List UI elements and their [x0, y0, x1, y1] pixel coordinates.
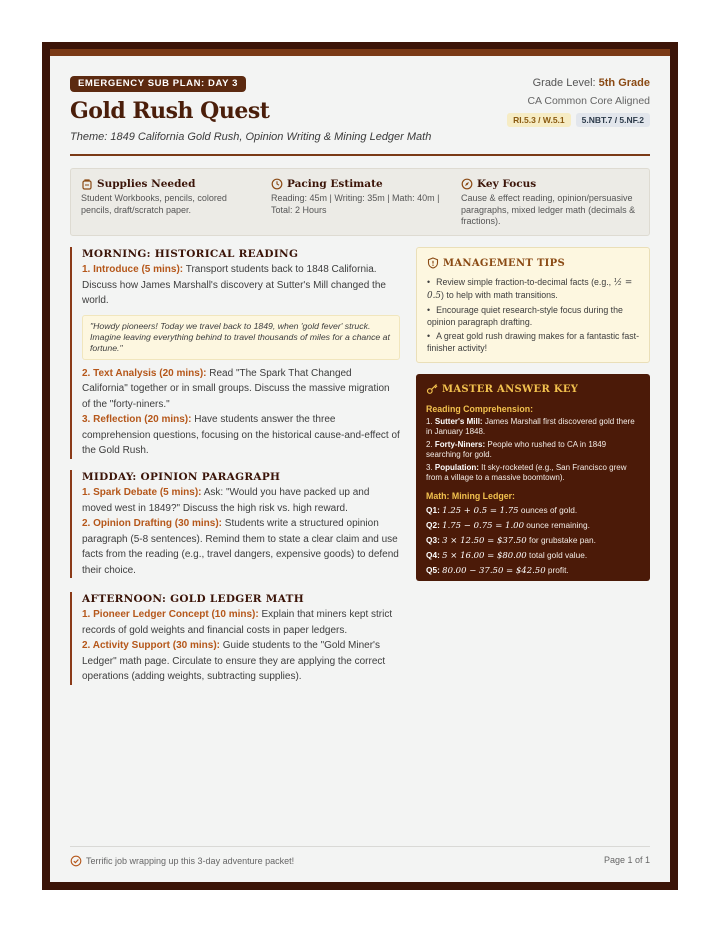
standards-tags: [507, 113, 650, 127]
answer-term: Forty-Niners:: [434, 440, 486, 449]
worksheet-page: [50, 49, 670, 882]
step-label: 1. Spark Debate (5 mins):: [82, 487, 202, 498]
reading-answer-1: [426, 417, 640, 437]
grade-label: Grade Level:: [532, 77, 596, 89]
step-text: Students write a structured opinion paragraph (5-8 sentences). Remind them to state a clear claim and use facts from the reading (e.g., travel dangers, expensive goods) to defend their choice.: [82, 518, 399, 576]
step-text: Have students answer the three comprehension questions, focusing on the historical cause-and-effect of the Gold Rush.: [82, 414, 400, 456]
backpack-icon: [81, 178, 93, 190]
clock-icon: [271, 178, 283, 190]
question-label: Q1:: [426, 505, 440, 515]
math-answer-1: [426, 505, 640, 516]
question-label: Q4:: [426, 550, 440, 560]
grade-value: 5th Grade: [598, 77, 650, 89]
math-expression: 5 × 16.00 = $80.00: [442, 551, 527, 561]
morning-section: [70, 247, 400, 459]
math-expression: 80.00 − 37.50 = $42.50: [442, 566, 546, 576]
tip-item: • Encourage quiet research-style focus during the opinion paragraph drafting.: [427, 305, 639, 328]
supplies-column: [81, 178, 256, 216]
step-label: 3. Reflection (20 mins):: [82, 414, 192, 425]
answer-term: Population:: [434, 463, 479, 472]
fraction-example: ½ = 0.5: [427, 278, 633, 301]
afternoon-step-1: [82, 607, 400, 638]
question-label: Q3:: [426, 535, 440, 545]
standard-tag-ela: RI.5.3 / W.5.1: [507, 113, 571, 127]
step-text: Explain that miners kept strict records of gold weights and financial costs in paper ledgers.: [82, 609, 393, 636]
management-title: MANAGEMENT TIPS: [443, 257, 566, 269]
answer-text: ounce remaining.: [524, 520, 590, 530]
answer-text: It sky-rocketed (e.g., San Francisco grew from a village to a massive boomtown).: [426, 463, 627, 482]
answer-term: Sutter's Mill:: [434, 417, 483, 426]
math-expression: 1.75 − 0.75 = 1.00: [442, 521, 524, 531]
afternoon-section: [70, 592, 400, 685]
answer-number: 3.: [426, 463, 435, 472]
math-answer-5: [426, 565, 640, 576]
question-label: Q5:: [426, 565, 440, 575]
header-divider: [70, 154, 650, 156]
answer-key-title: MASTER ANSWER KEY: [442, 383, 579, 395]
math-expression: 1.25 + 0.5 = 1.75: [442, 506, 519, 516]
answer-text: James Marshall first discovered gold there in January 1848.: [426, 417, 635, 436]
reading-answer-3: [426, 463, 640, 483]
teacher-script-quote: "Howdy pioneers! Today we travel back to 1849, when 'gold fever' struck. Imagine leaving everything behind to travel thousands of miles for a chance at fortune.": [82, 315, 400, 360]
answer-text: for grubstake pan.: [526, 535, 596, 545]
step-text: Transport students back to 1848 California. Discuss how James Marshall's discovery at Sutter's Mill changed the world.: [82, 264, 386, 306]
supplies-text: Student Workbooks, pencils, colored pencils, draft/scratch paper.: [81, 193, 227, 215]
step-label: 2. Opinion Drafting (30 mins):: [82, 518, 223, 529]
page-title: Gold Rush Quest: [70, 98, 270, 124]
footer-text: Terrific job wrapping up this 3-day adventure packet!: [86, 856, 295, 866]
grade-level: [533, 77, 650, 89]
math-expression: 3 × 12.50 = $37.50: [442, 536, 527, 546]
math-answer-4: [426, 550, 640, 561]
answer-text: total gold value.: [526, 550, 588, 560]
standard-tag-math: 5.NBT.7 / 5.NF.2: [576, 113, 650, 127]
shield-alert-icon: [427, 257, 439, 269]
compass-icon: [461, 178, 473, 190]
morning-step-2: [82, 366, 400, 413]
step-label: 2. Activity Support (30 mins):: [82, 640, 220, 651]
tips-list: [427, 277, 639, 354]
reading-answers-title: Reading Comprehension:: [426, 404, 534, 414]
key-icon: [426, 383, 438, 395]
alignment-note: CA Common Core Aligned: [527, 95, 650, 107]
tip-item: • A great gold rush drawing makes for a fantastic fast-finisher activity!: [427, 331, 639, 354]
step-text: Read "The Spark That Changed California" together or in small groups. Discuss the massive migration of the "forty-niners.": [82, 367, 390, 410]
footer-message: [70, 855, 294, 867]
focus-column: [461, 178, 639, 228]
step-text: Ask: "Would you have packed up and moved west in 1849?" Discuss the high risk vs. high reward.: [82, 487, 370, 514]
answer-text: People who rushed to CA in 1849 searching for gold.: [426, 440, 607, 459]
math-answer-3: [426, 535, 640, 546]
morning-step-1: [82, 262, 400, 309]
reading-answer-2: [426, 440, 640, 460]
info-box: [70, 168, 650, 236]
step-label: 1. Pioneer Ledger Concept (10 mins):: [82, 609, 259, 620]
sub-plan-badge: EMERGENCY SUB PLAN: DAY 3: [70, 76, 246, 92]
step-label: 2. Text Analysis (20 mins):: [82, 367, 207, 379]
footer-divider: [70, 846, 650, 847]
answer-text: profit.: [545, 565, 569, 575]
afternoon-step-2: [82, 638, 400, 685]
step-label: 1. Introduce (5 mins):: [82, 264, 184, 275]
answer-text: ounces of gold.: [518, 505, 578, 515]
tip-item: [427, 277, 639, 302]
header: [70, 76, 650, 156]
answer-key-box: [416, 374, 650, 581]
page-number: Page 1 of 1: [603, 855, 650, 865]
question-label: Q2:: [426, 520, 440, 530]
answer-number: 1.: [426, 417, 435, 426]
morning-heading: MORNING: HISTORICAL READING: [82, 248, 299, 260]
midday-step-1: [82, 485, 400, 516]
step-text: Guide students to the "Gold Miner's Ledger" math page. Circulate to ensure they are applying the correct operations (adding weights, subtracting supplies).: [82, 640, 386, 682]
supplies-title: Supplies Needed: [97, 178, 196, 190]
management-tips-box: [416, 247, 650, 363]
focus-title: Key Focus: [477, 178, 537, 190]
tip-text: ) to help with math transitions.: [441, 289, 558, 300]
answer-number: 2.: [426, 440, 435, 449]
midday-section: [70, 470, 400, 578]
pacing-column: [271, 178, 451, 216]
midday-heading: MIDDAY: OPINION PARAGRAPH: [82, 471, 281, 483]
focus-text: Cause & effect reading, opinion/persuasive paragraphs, mixed ledger math (decimals & fractions).: [461, 193, 636, 226]
pacing-title: Pacing Estimate: [287, 178, 383, 190]
pacing-text: Reading: 45m | Writing: 35m | Math: 40m | Total: 2 Hours: [271, 193, 440, 215]
theme-line: Theme: 1849 California Gold Rush, Opinion Writing & Mining Ledger Math: [70, 131, 432, 143]
check-circle-icon: [70, 855, 82, 867]
math-answer-2: [426, 520, 640, 531]
tip-text: Review simple fraction-to-decimal facts (e.g.,: [436, 277, 614, 287]
math-answers-title: Math: Mining Ledger:: [426, 491, 515, 501]
morning-step-3: [82, 412, 400, 459]
afternoon-heading: AFTERNOON: GOLD LEDGER MATH: [82, 593, 304, 605]
midday-step-2: [82, 516, 400, 578]
